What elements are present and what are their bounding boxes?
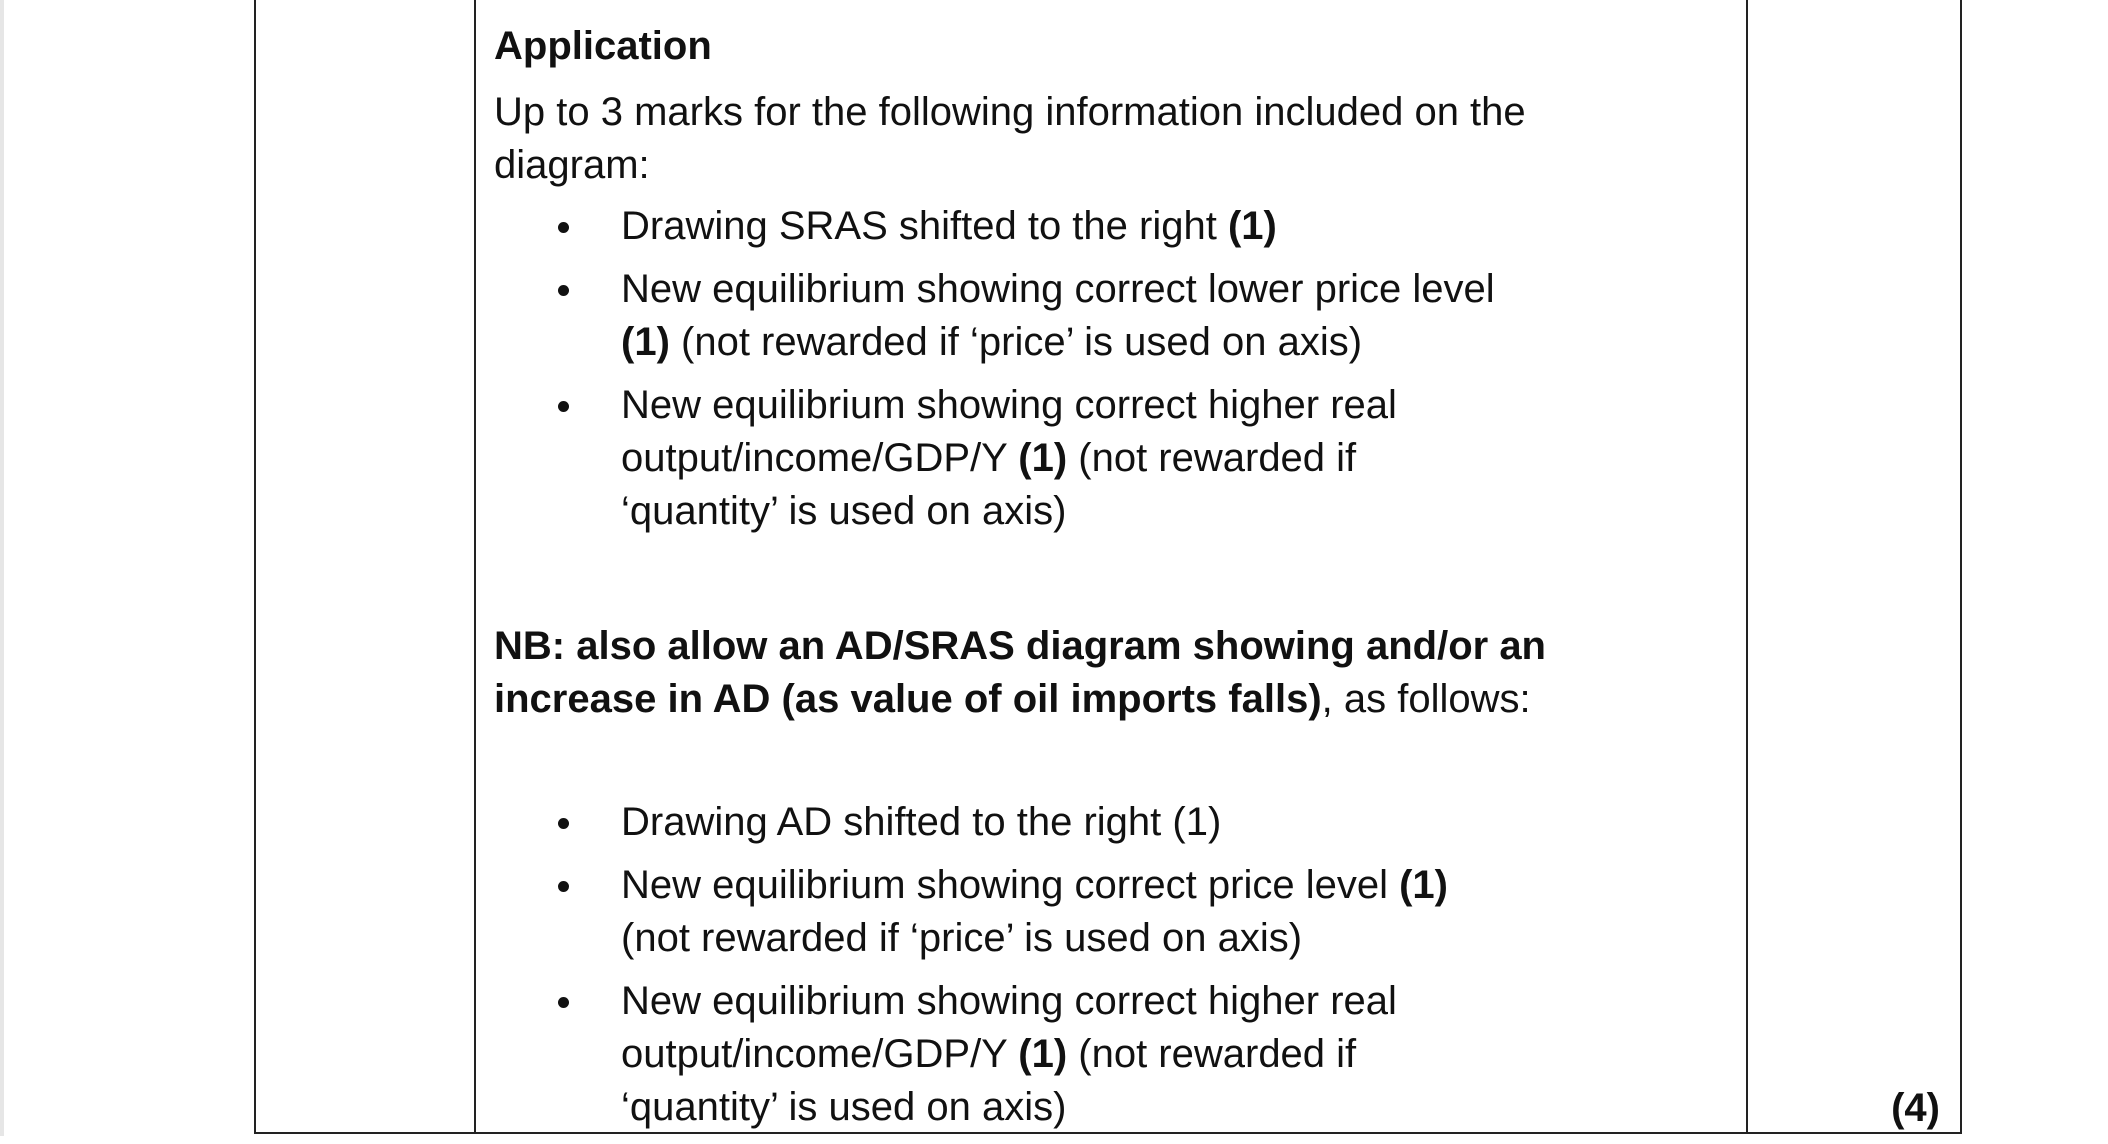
table-divider-2 [1746, 0, 1748, 1134]
criteria-list-ad [494, 796, 1504, 1134]
criterion-mark: (1) [1227, 204, 1277, 248]
criterion-mark: (1) [1018, 436, 1068, 480]
criterion-text: Drawing AD shifted to the right (1) [621, 800, 1222, 844]
criteria-list-sras [494, 200, 1504, 538]
table-border-left [254, 0, 256, 1134]
total-marks: (4) [1891, 1086, 1940, 1130]
bullet-icon [558, 401, 569, 412]
answer-cell [494, 14, 1654, 1144]
list-item [494, 263, 1504, 369]
criterion-note: (not rewarded if ‘quantity’ is used on axis) [621, 436, 1357, 533]
criterion-mark: (1) [1018, 1032, 1068, 1076]
criterion-text: New equilibrium showing correct higher real output/income/GDP/Y [621, 383, 1397, 480]
intro-text: Up to 3 marks for the following information included on the diagram: [494, 90, 1526, 187]
list-item [494, 200, 1504, 253]
criterion-text: New equilibrium showing correct price level [621, 863, 1400, 907]
criterion-note: (not rewarded if ‘price’ is used on axis) [621, 916, 1303, 960]
list-item [494, 859, 1504, 965]
page-edge [0, 0, 4, 1136]
bullet-icon [558, 997, 569, 1008]
section-heading: Application [494, 24, 712, 68]
criterion-note: (not rewarded if ‘quantity’ is used on axis) [621, 1032, 1357, 1129]
criterion-text: Drawing SRAS shifted to the right [621, 204, 1228, 248]
list-item [494, 796, 1504, 849]
criterion-mark: (1) [1399, 863, 1448, 907]
criterion-note: (not rewarded if ‘price’ is used on axis) [669, 320, 1363, 364]
table-border-right [1960, 0, 1962, 1134]
nb-note [494, 620, 1584, 726]
criterion-text: New equilibrium showing correct lower price level [621, 267, 1495, 311]
bullet-icon [558, 285, 569, 296]
nb-note-tail: , as follows: [1321, 677, 1531, 721]
nb-note-bold: NB: also allow an AD/SRAS diagram showing and/or an increase in AD (as value of oil imports falls) [494, 624, 1546, 721]
bullet-icon [558, 818, 569, 829]
criterion-text: New equilibrium showing correct higher real output/income/GDP/Y [621, 979, 1397, 1076]
criterion-mark: (1) [621, 320, 670, 364]
list-item [494, 379, 1504, 538]
bullet-icon [558, 881, 569, 892]
bullet-icon [558, 222, 569, 233]
table-divider-1 [474, 0, 476, 1134]
list-item [494, 975, 1504, 1134]
